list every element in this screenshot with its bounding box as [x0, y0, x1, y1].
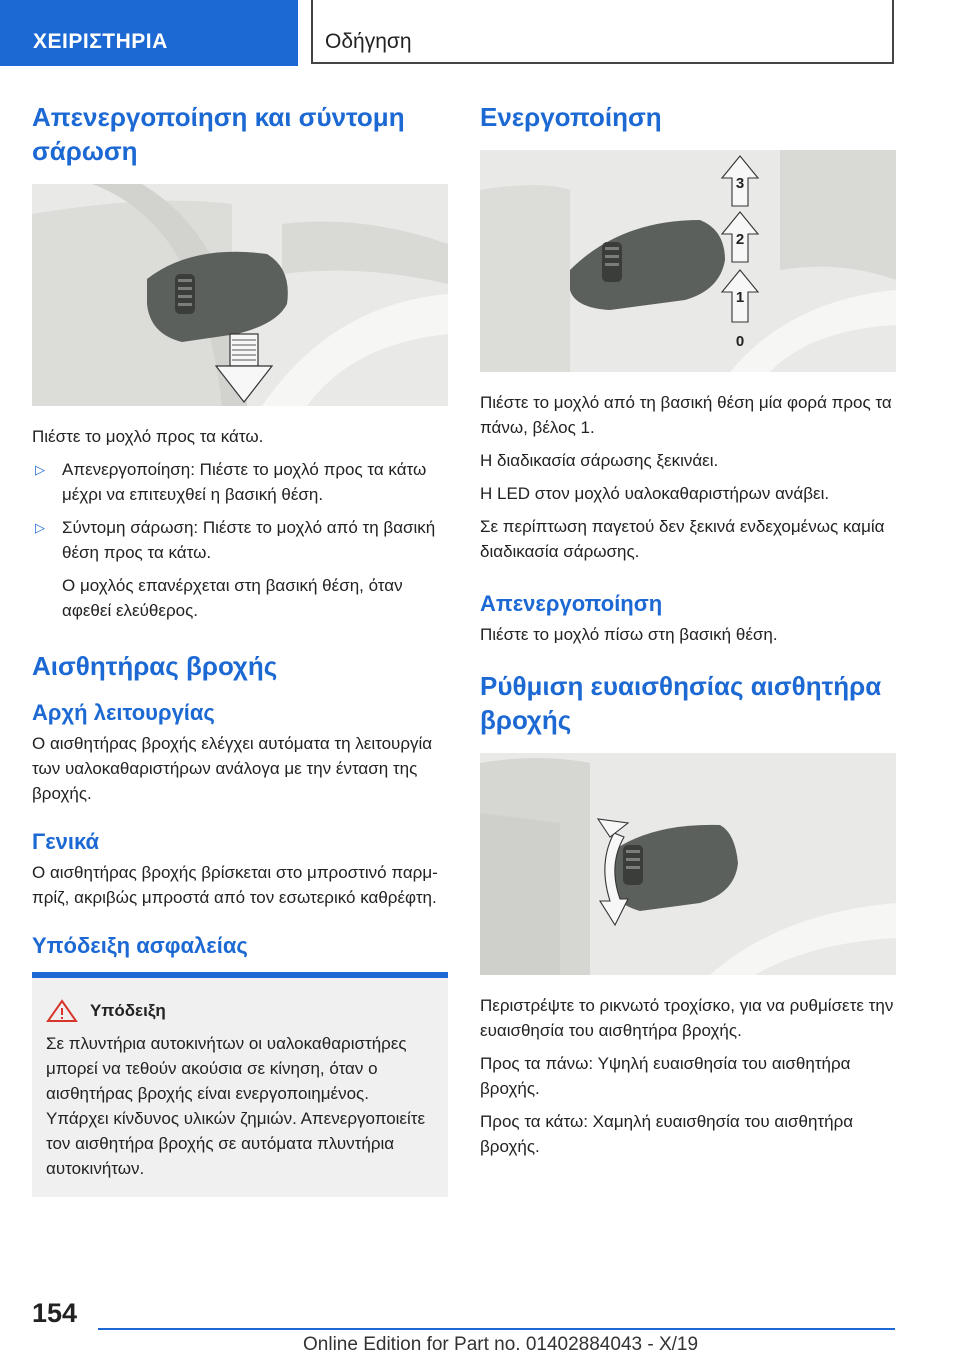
figure-thumbwheel: [480, 753, 896, 975]
triangle-bullet-icon: ▷: [35, 462, 45, 477]
warning-triangle-icon: [46, 999, 78, 1023]
warning-header: [46, 998, 432, 1023]
edition-text: Online Edition for Part no. 01402884043 - X/19: [303, 1334, 699, 1355]
position-label: 3: [735, 175, 745, 192]
sensitivity-down: Προς τα κάτω: Χαμηλή ευαισθησία του αισθητήρα βροχής.: [480, 1112, 854, 1156]
heading-activate: Ενεργοποίηση: [480, 102, 662, 132]
chapter-title: Οδήγηση: [311, 0, 894, 64]
warning-text: Σε πλυντήρια αυτοκινήτων οι υαλοκαθαριστήρες μπορεί να τεθούν ακούσια σε κίνηση, όταν ο αισθητήρας βροχής είναι ενεργοποιημένος. Υπάρχει κίνδυνος υλικών ζημιών. Απενεργοποιείτε τον αισθητήρα βροχής σε αυτόματα πλυντήρια αυτοκινήτων.: [46, 1034, 426, 1178]
bullet-text: Σύντομη σάρωση: Πιέστε το μοχλό από τη βασική θέση προς τα κάτω.: [62, 518, 436, 562]
bullet-note: Ο μοχλός επανέρχεται στη βασική θέση, όταν αφεθεί ελεύθερος.: [62, 576, 403, 620]
sensitivity-up: Προς τα πάνω: Υψηλή ευαισθησία του αισθητήρα βροχής.: [480, 1054, 851, 1098]
heading-general: Γενικά: [32, 829, 100, 854]
bullet-text: Απενεργοποίηση: Πιέστε το μοχλό προς τα κάτω μέχρι να επιτευχθεί η βασική θέση.: [62, 460, 427, 504]
activate-frost-note: Σε περίπτωση παγετού δεν ξεκινά ενδεχομένως καμία διαδικασία σάρωσης.: [480, 517, 885, 561]
section-tab: ΧΕΙΡΙΣΤΗΡΙΑ: [0, 0, 298, 66]
heading-deactivate-short-wipe: Απενεργοποίηση και σύντομη σάρωση: [32, 102, 405, 166]
activate-step-1: Πιέστε το μοχλό από τη βασική θέση μία φορά προς τα πάνω, βέλος 1.: [480, 393, 892, 437]
position-label: 1: [735, 289, 745, 306]
figure-lever-up-positions: [480, 150, 896, 372]
heading-sensitivity: Ρύθμιση ευαισθησίας αισθητήρα βροχής: [480, 671, 882, 735]
position-label: 2: [735, 231, 745, 248]
footer-rule: [98, 1328, 895, 1330]
position-label: 0: [735, 333, 745, 350]
heading-principle: Αρχή λειτουργίας: [32, 700, 215, 725]
intro-press-down: Πιέστε το μοχλό προς τα κάτω.: [32, 427, 264, 446]
list-item: [32, 457, 448, 507]
left-column: [32, 100, 448, 1197]
deactivate-text: Πιέστε το μοχλό πίσω στη βασική θέση.: [480, 625, 778, 644]
warning-box: [32, 978, 448, 1197]
warning-title: Υπόδειξη: [90, 1001, 166, 1020]
heading-deactivate: Απενεργοποίηση: [480, 591, 663, 616]
sensitivity-instruction: Περιστρέψτε το ρικνωτό τροχίσκο, για να ρυθμίσετε την ευαισθησία του αισθητήρα βροχής.: [480, 996, 894, 1040]
heading-safety-note: Υπόδειξη ασφαλείας: [32, 933, 248, 958]
activate-step-2: Η διαδικασία σάρωσης ξεκινάει.: [480, 451, 719, 470]
triangle-bullet-icon: ▷: [35, 520, 45, 535]
principle-text: Ο αισθητήρας βροχής ελέγχει αυτόματα τη λειτουργία των υαλοκαθαριστήρων ανάλογα με την ένταση της βροχής.: [32, 734, 433, 803]
list-item: [32, 515, 448, 565]
figure-lever-down: [32, 184, 448, 406]
general-text: Ο αισθητήρας βροχής βρίσκεται στο μπροστινό παρμπρίζ, ακριβώς μπροστά από τον εσωτερικό καθρέφτη.: [32, 863, 438, 907]
right-column: [480, 100, 896, 1167]
page-number: 154: [32, 1298, 78, 1328]
activate-step-3: Η LED στον μοχλό υαλοκαθαριστήρων ανάβει.: [480, 484, 830, 503]
heading-rain-sensor: Αισθητήρας βροχής: [32, 651, 278, 681]
